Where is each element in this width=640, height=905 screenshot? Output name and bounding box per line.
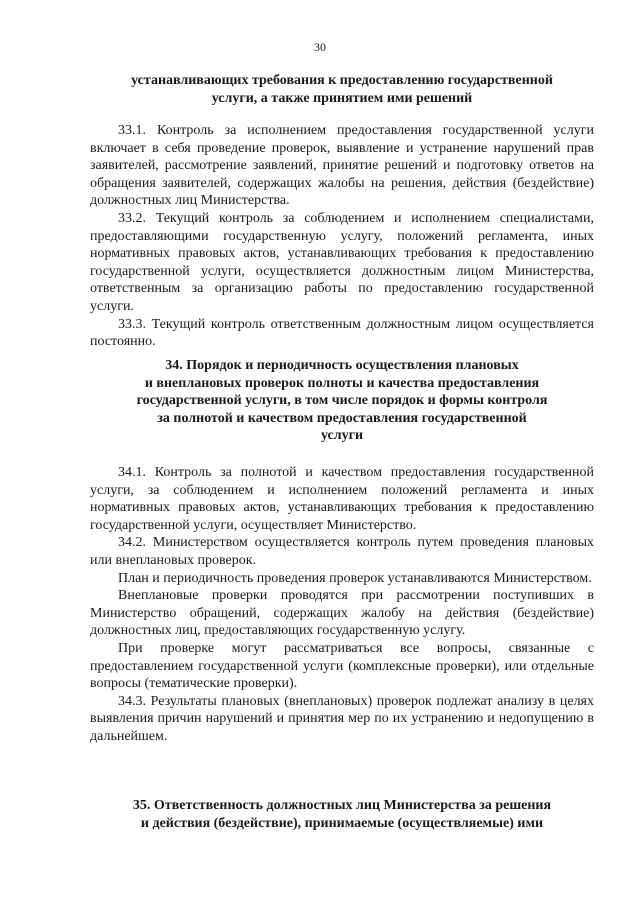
heading-line: услуги xyxy=(320,428,364,444)
heading-line: и действия (бездействие), принимаемые (осуществляемые) ими xyxy=(140,815,544,831)
paragraph-34-1: 34.1. Контроль за полнотой и качеством предоставления государственной услуги, за соблюдением и исполнением положений регламента и иных нормативных правовых актов, устанавливающих требования к предоставлению государственной услуги, осуществляет Министерство. xyxy=(90,465,594,533)
paragraph-34-2: 34.2. Министерством осуществляется контроль путем проведения плановых или внеплановых проверок. xyxy=(90,535,594,568)
heading-line: 35. Ответственность должностных лиц Министерства за решения xyxy=(132,798,552,813)
paragraph-34-unscheduled: Внеплановые проверки проводятся при рассмотрении поступивших в Министерство обращений, содержащих жалобу на действия (бездействие) должностных лиц, предоставляющих государственную услугу. xyxy=(90,588,594,639)
heading-line: устанавливающих требования к предоставлению государственной xyxy=(131,73,553,88)
section-33-heading-continuation xyxy=(90,72,594,107)
paragraph-33-2: 33.2. Текущий контроль за соблюдением и исполнением специалистами, предоставляющими государственную услугу, положений регламента, иных нормативных правовых актов, устанавливающих требования к предоставлению государственной услуги, осуществляется должностным лицом Министерства, ответственным за организацию работы по предоставлению государственной услуги. xyxy=(90,210,594,314)
paragraph-34-plan: План и периодичность проведения проверок устанавливаются Министерством. xyxy=(118,570,592,586)
section-34-heading xyxy=(90,357,594,445)
paragraph-33-3: 33.3. Текущий контроль ответственным должностным лицом осуществляется постоянно. xyxy=(90,316,594,350)
heading-line: услуги, а также принятием ими решений xyxy=(211,90,473,106)
page-number: 30 xyxy=(314,40,326,54)
heading-line: 34. Порядок и периодичность осуществления плановых xyxy=(165,358,519,373)
paragraph-34-scope: При проверке могут рассматриваться все вопросы, связанные с предоставлением государственной услуги (комплексные проверки), или отдельные вопросы (тематические проверки). xyxy=(90,640,594,692)
section-34-body xyxy=(90,464,594,746)
paragraph-34-3: 34.3. Результаты плановых (внеплановых) проверок подлежат анализу в целях выявления причин нарушений и принятия мер по их устранению и недопущению в дальнейшем. xyxy=(90,693,594,744)
paragraph-33-1: 33.1. Контроль за исполнением предоставления государственной услуги включает в себя проведение проверок, выявление и устранение нарушений прав заявителей, рассмотрение заявлений, принятие решений и подготовку ответов на обращения заявителей, содержащих жалобы на решения, действия (бездействие) должностных лиц Министерства. xyxy=(90,123,594,209)
section-33-body xyxy=(90,122,594,351)
heading-line: за полнотой и качеством предоставления государственной xyxy=(157,410,527,426)
heading-line: государственной услуги, в том числе порядок и формы контроля xyxy=(136,393,548,409)
section-35-heading xyxy=(90,797,594,832)
heading-line: и внеплановых проверок полноты и качества предоставления xyxy=(144,375,540,391)
